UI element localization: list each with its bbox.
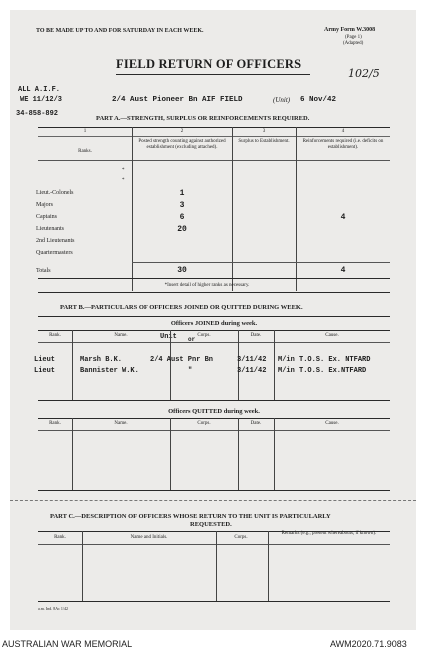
- joined-bottom-rule: [38, 400, 390, 401]
- part-c-vline-1: [82, 531, 83, 601]
- or-overlay: or: [188, 336, 196, 343]
- document-sheet: [10, 10, 416, 630]
- quitted-vline-2: [170, 418, 171, 490]
- stamp-line-1: ALL A.I.F.: [18, 86, 61, 94]
- totals-label: Totals: [36, 268, 51, 274]
- form-page: (Page 1): [345, 35, 362, 40]
- unit-overlay: Unit: [160, 333, 177, 341]
- footer-right: AWM2020.71.9083: [330, 639, 407, 649]
- part-c-title-line-1: PART C.—DESCRIPTION OF OFFICERS WHOSE RETURN TO THE UNIT IS PARTICULARLY: [50, 513, 331, 520]
- joined-col-cause: Cause.: [325, 333, 339, 338]
- quitted-bottom-rule: [38, 490, 390, 491]
- quitted-col-corps: Corps.: [197, 421, 211, 426]
- posted-value: 6: [179, 213, 185, 222]
- col-number-4: 4: [341, 129, 345, 134]
- quitted-header-rule: [38, 430, 390, 431]
- part-b-top-rule: [38, 316, 390, 317]
- quitted-col-cause: Cause.: [325, 421, 339, 426]
- joined-vline-2: [170, 330, 171, 400]
- joined-col-corps: Corps.: [197, 333, 211, 338]
- rank-label: Captains: [36, 214, 57, 220]
- rank-label: Quartermasters: [36, 250, 73, 256]
- header-ranks: Ranks.: [78, 149, 92, 154]
- part-c-header-rule: [38, 544, 390, 545]
- col-number-1: 1: [83, 129, 87, 134]
- quitted-col-rank: Rank.: [49, 421, 61, 426]
- posted-value: 3: [179, 201, 185, 210]
- rank-label: 2nd Lieutenants: [36, 238, 75, 244]
- rank-label: Lieutenants: [36, 226, 64, 232]
- quitted-vline-4: [274, 418, 275, 490]
- totals-reinforcements: 4: [340, 266, 346, 275]
- stamp-line-3: 34-858-892: [16, 110, 59, 118]
- quitted-vline-3: [238, 418, 239, 490]
- part-c-bottom-rule: [38, 601, 390, 602]
- joined-corps: ": [188, 367, 193, 375]
- quitted-section-title: Officers QUITTED during week.: [168, 408, 260, 415]
- col-number-3: 3: [262, 129, 266, 134]
- part-c-col-name: Name and Initials.: [130, 535, 168, 540]
- part-c-col-remarks: Remarks (e.g., present whereabouts, if known).: [281, 531, 377, 536]
- part-c-title-line-2: REQUESTED.: [190, 521, 232, 528]
- unit-name: 2/4 Aust Pioneer Bn AIF FIELD: [112, 96, 243, 104]
- header-surplus: Surplus to Establishment.: [238, 139, 290, 144]
- joined-header-rule: [38, 342, 390, 343]
- reinforcement-value: 4: [340, 213, 346, 222]
- quitted-vline-1: [72, 418, 73, 490]
- stamp-line-2: WE 11/12/3: [20, 96, 63, 104]
- form-adopted: (Adapted): [343, 41, 364, 46]
- joined-rank: Lieut: [34, 356, 56, 364]
- joined-date: 3/11/42: [237, 356, 267, 364]
- asterisk-2: *: [122, 178, 125, 183]
- joined-col-name: Name.: [114, 333, 128, 338]
- footer-left: AUSTRALIAN WAR MEMORIAL: [2, 639, 133, 649]
- joined-rank: Lieut: [34, 367, 56, 375]
- joined-vline-4: [274, 330, 275, 400]
- joined-title-rule: [38, 330, 390, 331]
- quitted-col-name: Name.: [114, 421, 128, 426]
- joined-col-date: Date.: [250, 333, 262, 338]
- part-a-end-rule: [38, 292, 390, 293]
- part-a-footnote: *Insert detail of higher ranks as necessary.: [164, 283, 250, 288]
- joined-cause: M/in T.O.S. Ex. NTFARD: [278, 356, 371, 364]
- part-c-col-rank: Rank.: [54, 535, 66, 540]
- header-posted-strength: Posted strength counting against authorized establishment (excluding attached).: [138, 139, 226, 150]
- posted-value: 1: [179, 189, 185, 198]
- quitted-title-rule: [38, 418, 390, 419]
- handwritten-number: 102/5: [348, 67, 380, 80]
- part-b-title: PART B.—PARTICULARS OF OFFICERS JOINED OR QUITTED DURING WEEK.: [60, 304, 303, 311]
- part-c-vline-3: [268, 531, 269, 601]
- joined-corps: 2/4 Aust Pnr Bn: [150, 356, 214, 364]
- quitted-col-date: Date.: [250, 421, 262, 426]
- header-rule: [38, 160, 390, 161]
- asterisk-1: *: [122, 168, 125, 173]
- joined-col-rank: Rank.: [49, 333, 61, 338]
- bottom-print: a.m. Ind. 8Ac 1/42: [38, 606, 68, 611]
- joined-vline-3: [238, 330, 239, 400]
- part-c-col-corps: Corps.: [234, 535, 248, 540]
- return-date: 6 Nov/42: [300, 96, 337, 104]
- joined-name: Bannister W.K.: [80, 367, 139, 375]
- part-a-vline-2: [232, 127, 233, 291]
- page-title: FIELD RETURN OF OFFICERS: [116, 57, 302, 71]
- posted-value: 20: [177, 225, 187, 234]
- totals-rule: [132, 262, 390, 263]
- archive-footer: [0, 637, 426, 653]
- title-underline: [116, 74, 310, 75]
- rank-label: Majors: [36, 202, 53, 208]
- col-number-2: 2: [180, 129, 184, 134]
- totals-posted: 30: [177, 266, 187, 275]
- form-id: Army Form W.3008: [324, 27, 376, 33]
- joined-date: 3/11/42: [237, 367, 267, 375]
- perforation-line: [10, 500, 416, 501]
- part-a-bottom-rule: [38, 278, 390, 279]
- joined-cause: M/in T.O.S. Ex.NTFARD: [278, 367, 367, 375]
- part-c-vline-2: [216, 531, 217, 601]
- part-a-title: PART A.—STRENGTH, SURPLUS OR REINFORCEMENTS REQUIRED.: [96, 115, 310, 122]
- joined-vline-1: [72, 330, 73, 400]
- part-a-top-rule: [38, 127, 390, 128]
- instruction-text: TO BE MADE UP TO AND FOR SATURDAY IN EACH WEEK.: [36, 28, 204, 34]
- joined-name: Marsh B.K.: [80, 356, 123, 364]
- unit-label: (Unit): [273, 96, 291, 104]
- rank-label: Lieut.-Colonels: [36, 190, 74, 196]
- joined-section-title: Officers JOINED during week.: [170, 320, 258, 327]
- col-number-rule: [38, 136, 390, 137]
- header-reinforcements: Reinforcements required (i.e. deficits on establishment).: [302, 139, 384, 150]
